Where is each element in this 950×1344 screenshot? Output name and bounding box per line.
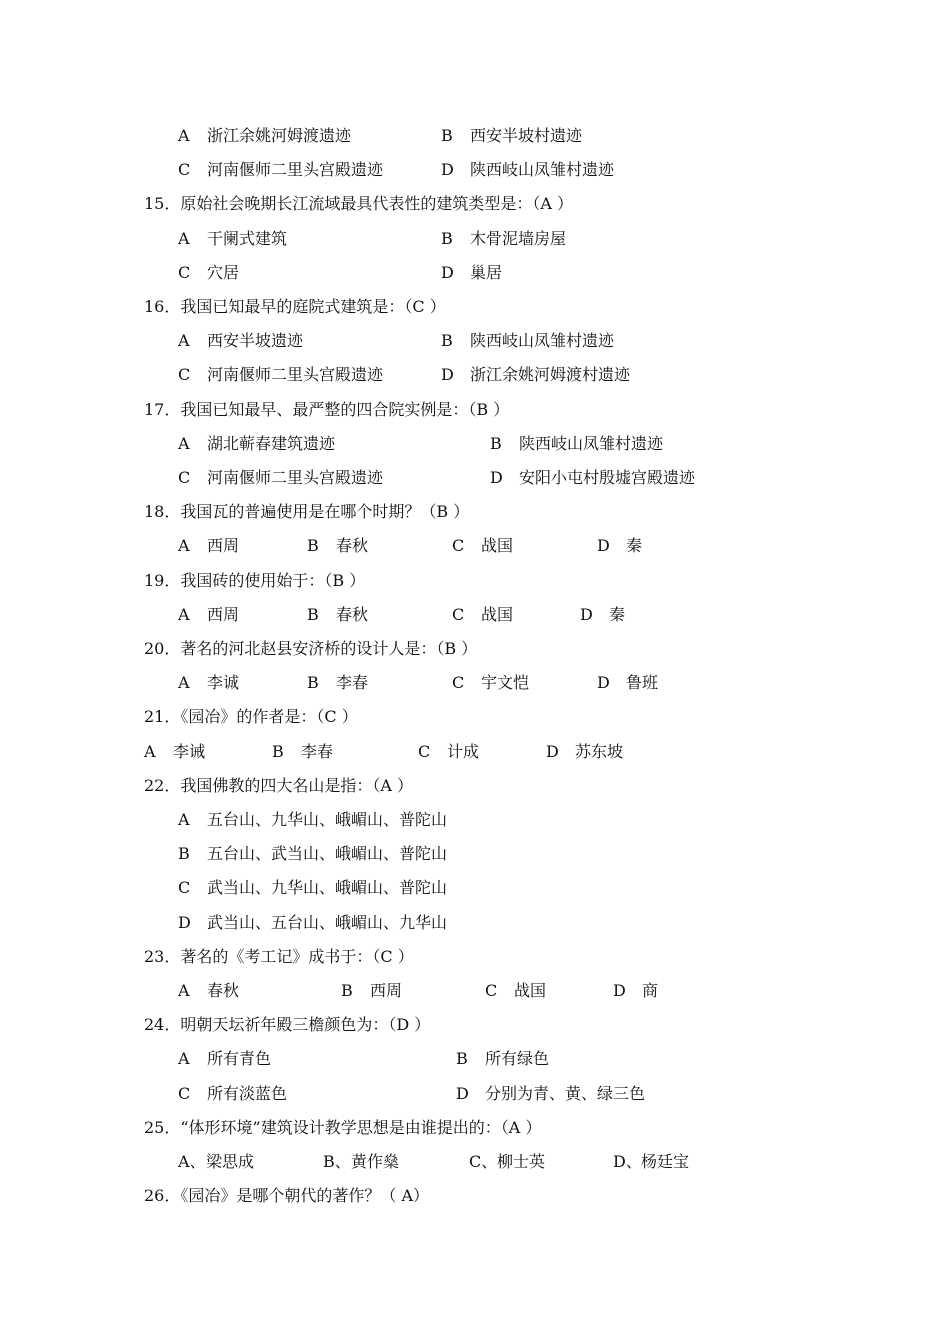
option-letter: C [418,741,431,761]
option-letter: B [178,844,190,864]
question-line [0,638,950,660]
option-text: 所有绿色 [485,1049,550,1069]
option-letter: C [452,673,465,693]
option-text: 木骨泥墙房屋 [470,228,567,248]
option-letter: D [597,536,610,556]
options-line [0,877,950,899]
options-line [0,604,950,626]
option-letter: B [341,981,353,1000]
option-text: 河南偃师二里头宫殿遗迹 [207,468,384,487]
option-letter: A [178,433,190,453]
option-letter: B [441,331,453,351]
option-letter: D [546,741,559,761]
options-line [0,535,950,557]
question-line [0,706,950,728]
question-text: 23．著名的《考工记》成书于：（C ） [144,946,414,966]
option-text: 武当山、九华山、峨嵋山、普陀山 [207,878,448,898]
question-text: 18．我国瓦的普遍使用是在哪个时期？（B ） [144,502,470,522]
option-text: 李春 [301,741,334,761]
option-text: 穴居 [207,262,240,282]
option-letter: A [178,604,190,624]
option-letter: A [178,126,190,145]
question-text: 16．我国已知最早的庭院式建筑是：（C ） [144,297,446,316]
option-text: 柳士英 [497,1152,546,1171]
option-letter: D [178,912,191,932]
option-text: 杨廷宝 [641,1152,690,1171]
option-letter: A [178,673,190,693]
option-letter: A [178,331,190,351]
question-line [0,296,950,318]
option-letter: D [580,604,593,624]
option-letter: B [272,741,284,761]
option-letter: C [178,878,191,898]
options-line [0,159,950,181]
option-letter: B [441,126,453,145]
option-text: 计成 [447,741,480,761]
option-text: 五台山、武当山、峨嵋山、普陀山 [207,844,448,864]
option-letter: B [490,433,502,453]
option-letter: A [178,1049,190,1069]
option-letter: A、 [178,1152,206,1171]
option-letter: D [441,160,454,180]
option-letter: B [307,604,319,624]
option-letter: C [452,536,465,556]
option-text: 所有淡蓝色 [207,1083,288,1103]
options-line [0,433,950,455]
options-line [0,330,950,352]
option-letter: C [485,981,498,1000]
option-letter: C [178,365,191,385]
options-line [0,741,950,763]
option-letter: B [456,1049,468,1069]
option-text: 春秋 [336,604,369,624]
question-line [0,1014,950,1036]
option-letter: C [178,1083,191,1103]
option-letter: C [178,160,191,180]
question-text: 17．我国已知最早、最严整的四合院实例是：（B ） [144,399,510,419]
option-text: 分别为青、黄、绿三色 [485,1083,646,1103]
option-text: 浙江余姚河姆渡村遗迹 [470,365,631,385]
option-letter: C [178,468,191,487]
question-line [0,570,950,592]
option-text: 浙江余姚河姆渡遗迹 [207,126,352,145]
option-text: 战国 [481,604,514,624]
option-text: 春秋 [336,536,369,556]
question-text: 19．我国砖的使用始于：（B ） [144,570,366,590]
options-line [0,672,950,694]
option-text: 五台山、九华山、峨嵋山、普陀山 [207,810,448,829]
option-letter: A [178,228,190,248]
option-text: 陕西岐山凤雏村遗迹 [470,331,615,351]
option-text: 苏东坡 [575,741,624,761]
option-text: 黄作燊 [351,1152,400,1171]
option-text: 西周 [207,536,240,556]
option-text: 秦 [626,536,643,556]
option-text: 河南偃师二里头宫殿遗迹 [207,365,384,385]
option-text: 李春 [336,673,369,693]
option-letter: B [441,228,453,248]
option-letter: C [452,604,465,624]
option-text: 河南偃师二里头宫殿遗迹 [207,160,384,180]
options-line [0,980,950,1002]
option-text: 西安半坡村遗迹 [470,126,583,145]
options-line [0,125,950,147]
question-text: 26．《园冶》是哪个朝代的著作？（ A） [144,1186,430,1206]
options-line [0,1151,950,1173]
option-letter: D [597,673,610,693]
option-letter: B [307,536,319,556]
option-text: 武当山、五台山、峨嵋山、九华山 [207,912,448,932]
option-letter: B、 [323,1152,351,1171]
option-letter: A [178,810,190,829]
option-text: 鲁班 [626,673,659,693]
question-line [0,193,950,215]
option-text: 商 [642,981,659,1000]
question-text: 22．我国佛教的四大名山是指：（A ） [144,775,414,795]
options-line [0,228,950,250]
question-text: 24．明朝天坛祈年殿三檐颜色为：（D ） [144,1015,431,1035]
option-text: 西周 [370,981,403,1000]
question-line [0,399,950,421]
question-text: 20．著名的河北赵县安济桥的设计人是：（B ） [144,639,478,658]
option-text: 李诚 [207,673,240,693]
question-line [0,501,950,523]
options-line [0,912,950,934]
option-text: 陕西岐山凤雏村遗迹 [470,160,615,180]
options-line [0,1048,950,1070]
option-text: 所有青色 [207,1049,272,1069]
option-text: 安阳小屯村殷墟宫殿遗迹 [519,468,696,487]
option-text: 西周 [207,604,240,624]
options-line [0,364,950,386]
option-text: 西安半坡遗迹 [207,331,304,351]
option-letter: D、 [613,1152,642,1171]
option-letter: D [456,1083,469,1103]
option-text: 李诫 [173,741,206,761]
option-text: 秦 [609,604,626,624]
option-letter: D [490,468,503,487]
question-line [0,775,950,797]
option-text: 巢居 [470,262,503,282]
options-line [0,1083,950,1105]
option-text: 梁思成 [206,1152,255,1171]
options-line [0,843,950,865]
option-letter: A [144,741,156,761]
options-line [0,467,950,489]
question-text: 21．《园冶》的作者是：（C ） [144,707,358,727]
option-letter: C、 [469,1152,498,1171]
option-letter: D [441,262,454,282]
option-text: 春秋 [207,981,240,1000]
option-letter: D [441,365,454,385]
option-text: 宇文恺 [481,673,530,693]
option-letter: D [613,981,626,1000]
options-line [0,809,950,831]
option-text: 战国 [514,981,547,1000]
option-letter: A [178,536,190,556]
option-text: 战国 [481,536,514,556]
question-text: 25．“体形环境”建筑设计教学思想是由谁提出的：（A ） [144,1117,542,1137]
option-letter: C [178,262,191,282]
options-line [0,262,950,284]
question-line [0,1117,950,1139]
option-text: 陕西岐山凤雏村遗迹 [519,433,664,453]
question-line [0,946,950,968]
option-letter: B [307,673,319,693]
option-text: 干阑式建筑 [207,228,288,248]
option-text: 湖北蕲春建筑遗迹 [207,433,336,453]
question-line [0,1185,950,1207]
question-text: 15．原始社会晚期长江流域最具代表性的建筑类型是：（A ） [144,194,574,214]
option-letter: A [178,981,190,1000]
